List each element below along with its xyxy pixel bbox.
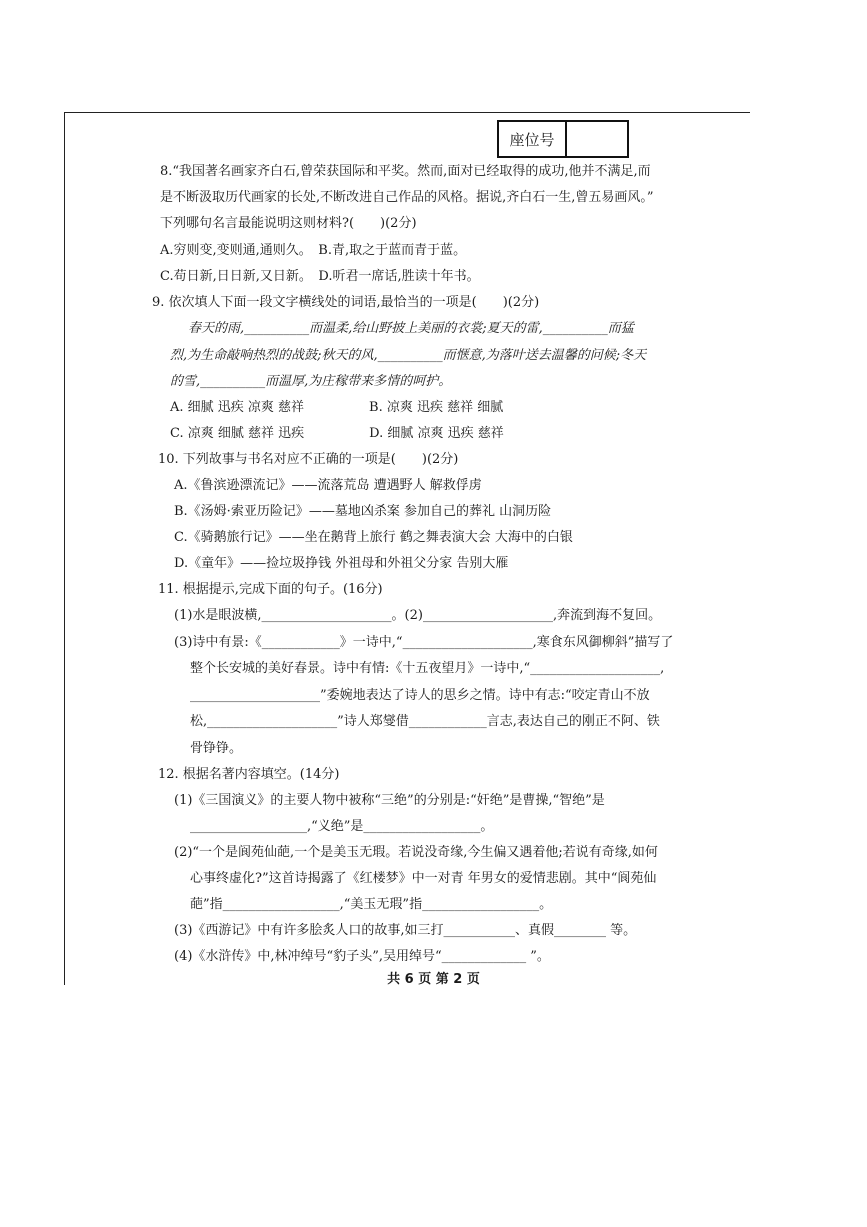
q12-part-2-line-1: (2)“一个是阆苑仙葩,一个是美玉无瑕。若说没奇缘,今生偏又遇着他;若说有奇缘,如何 xyxy=(174,845,658,860)
page-footer: 共 6 页 第 2 页 xyxy=(387,972,480,987)
q11-stem: 11. 根据提示,完成下面的句子。(16分) xyxy=(158,582,383,597)
q12-part-4: (4)《水浒传》中,林冲绰号“豹子头”,吴用绰号“_____________ ”。 xyxy=(174,949,550,964)
q12-part-2-line-3: 葩”指__________________,“美玉无瑕”指__________________。 xyxy=(190,897,553,912)
q9-options-cd: C. 凉爽 细腻 慈祥 迅疾 D. 细腻 凉爽 迅疾 慈祥 xyxy=(170,426,504,441)
q11-part-1-2: (1)水是眼波横,____________________。(2)____________________,奔流到海不复回。 xyxy=(174,608,662,623)
q10-option-c: C.《骑鹅旅行记》——坐在鹅背上旅行 鹤之舞表演大会 大海中的白银 xyxy=(174,530,573,545)
seat-number-field[interactable] xyxy=(567,122,627,156)
q9-stem: 9. 依次填人下面一段文字横线处的词语,最恰当的一项是( )(2分) xyxy=(152,295,540,310)
top-border-line xyxy=(64,112,750,113)
q9-passage-line-3: 的雪,__________而温厚,为庄稼带来多情的呵护。 xyxy=(170,374,452,389)
q12-part-3: (3)《西游记》中有许多脍炙人口的故事,如三打___________、真假________ 等。 xyxy=(174,923,637,938)
q8-line-1: 8.“我国著名画家齐白石,曾荣获国际和平奖。然而,面对已经取得的成功,他并不满足,而 xyxy=(160,164,651,179)
q11-part-3-line-1: (3)诗中有景:《____________》一诗中,“____________________,寒食东风御柳斜”描写了 xyxy=(174,635,674,650)
q8-options-ab: A.穷则变,变则通,通则久。 B.青,取之于蓝而青于蓝。 xyxy=(160,243,467,258)
q8-line-2: 是不断汲取历代画家的长处,不断改进自己作品的风格。据说,齐白石一生,曾五易画风。” xyxy=(160,190,654,205)
q11-part-3-line-2: 整个长安城的美好春景。诗中有情:《十五夜望月》一诗中,“____________________, xyxy=(190,661,665,676)
q12-stem: 12. 根据名著内容填空。(14分) xyxy=(158,767,340,782)
seat-number-label: 座位号 xyxy=(499,122,567,156)
q10-option-b: B.《汤姆·索亚历险记》——墓地凶杀案 参加自己的葬礼 山洞历险 xyxy=(174,504,552,519)
seat-number-box xyxy=(497,120,629,158)
q10-option-a: A.《鲁滨逊漂流记》——流落荒岛 遭遇野人 解救俘虏 xyxy=(174,478,482,493)
q9-options-ab: A. 细腻 迅疾 凉爽 慈祥 B. 凉爽 迅疾 慈祥 细腻 xyxy=(170,400,504,415)
q12-part-1-line-2: __________________,“义绝”是__________________。 xyxy=(190,819,494,834)
q8-line-3: 下列哪句名言最能说明这则材料?( )(2分) xyxy=(160,216,417,231)
q12-part-2-line-2: 心事终虚化?”这首诗揭露了《红楼梦》中一对青 年男女的爱情悲剧。其中“阆苑仙 xyxy=(190,871,657,886)
q8-options-cd: C.苟日新,日日新,又日新。 D.听君一席话,胜读十年书。 xyxy=(160,269,480,284)
q11-part-3-line-3: ____________________”委婉地表达了诗人的思乡之情。诗中有志:“咬定青山不放 xyxy=(190,688,650,703)
q10-option-d: D.《童年》——捡垃圾挣钱 外祖母和外祖父分家 告别大雁 xyxy=(174,556,509,571)
q9-passage-line-1: 春天的雨,__________而温柔,给山野披上美丽的衣裳;夏天的雷,__________而猛 xyxy=(188,321,634,336)
q10-stem: 10. 下列故事与书名对应不正确的一项是( )(2分) xyxy=(158,452,459,467)
q11-part-3-line-5: 骨铮铮。 xyxy=(190,741,243,756)
q9-passage-line-2: 烈,为生命敲响热烈的战鼓;秋天的风,__________而惬意,为落叶送去温馨的问候;冬天 xyxy=(170,348,647,363)
q11-part-3-line-4: 松,____________________”诗人郑燮借____________言志,表达自己的刚正不阿、铁 xyxy=(190,714,660,729)
q12-part-1-line-1: (1)《三国演义》的主要人物中被称“三绝”的分别是:“奸绝”是曹操,“智绝”是 xyxy=(174,793,605,808)
left-border-line xyxy=(64,112,65,985)
